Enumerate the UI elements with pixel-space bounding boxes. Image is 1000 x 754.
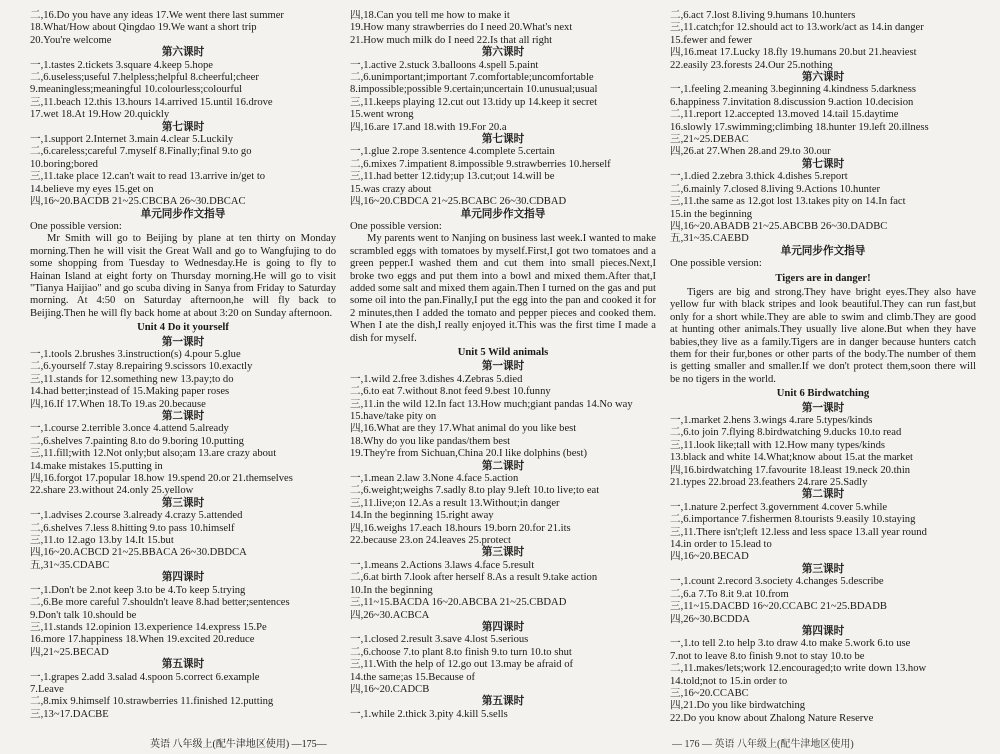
answer-line: 二,6.shelves 7.painting 8.to do 9.boring 10.putting <box>30 435 244 447</box>
answer-line: One possible version: <box>350 220 442 232</box>
lesson-heading: 单元同步作文指导 <box>780 245 866 257</box>
answer-line: 二,6.Be more careful 7.shouldn't leave 8.had better;sentences <box>30 597 290 609</box>
answer-line: 三,21~25.DEBAC <box>670 134 749 146</box>
answer-line: 14.told;not to 15.in order to <box>670 675 788 687</box>
answer-line: 二,6.a 7.To 8.it 9.at 10.from <box>670 588 789 600</box>
answer-line: 二,6.importance 7.fishermen 8.tourists 9.easily 10.staying <box>670 514 916 526</box>
answer-line: 19.How many strawberries do I need 20.What's next <box>350 22 573 34</box>
answer-line: 8.impossible;possible 9.certain;uncertain 10.unusual;usual <box>350 84 598 96</box>
answer-line: 四,16.are 17.and 18.with 19.For 20.a <box>350 121 507 133</box>
page-footer-left: 英语 八年级上(配牛津地区使用) —175— <box>150 738 327 750</box>
answer-line: 一,1.glue 2.rope 3.sentence 4.complete 5.certain <box>350 146 555 158</box>
answer-line: 一,1.advises 2.course 3.already 4.crazy 5.attended <box>30 510 243 522</box>
answer-line: 四,21.Do you like birdwatching <box>670 700 806 712</box>
lesson-heading: 第三课时 <box>481 547 525 559</box>
lesson-heading: 第六课时 <box>801 72 845 84</box>
answer-line: 10.In the beginning <box>350 584 433 596</box>
lesson-heading: 第二课时 <box>161 411 205 422</box>
lesson-heading: 第五课时 <box>161 659 205 671</box>
lesson-heading: 第七课时 <box>481 134 525 146</box>
answer-line: 三,11.take place 12.can't wait to read 13.arrive in/get to <box>30 171 266 183</box>
answer-line: 21.types 22.broad 23.feathers 24.rare 25.Sadly <box>670 477 868 489</box>
answer-line: 一,1.mean 2.law 3.None 4.face 5.action <box>350 473 519 485</box>
answer-line: 14.believe my eyes 15.get on <box>30 183 154 195</box>
answer-line: 一,1.died 2.zebra 3.thick 4.dishes 5.report <box>670 171 848 183</box>
answer-line: 四,16.If 17.When 18.To 19.as 20.because <box>30 398 206 410</box>
answer-line: 三,11~15.BACDA 16~20.ABCBA 21~25.CBDAD <box>350 597 567 609</box>
answer-line: 15.was crazy about <box>350 183 432 195</box>
answer-line: 一,1.active 2.stuck 3.balloons 4.spell 5.paint <box>350 59 539 71</box>
answer-line: 三,16~20.CCABC <box>670 687 749 699</box>
sample-essay: My parents went to Nanjing on business last week.I wanted to make scrambled eggs with tomatoes by myself.First,I got two tomatoes and a green pepper.I washed them and cut them into small pieces.Next,I broke two eggs and put them into a bowl and mixed them.After that,I added some salt and mixed them again.Then I turned on the gas and put some oil into the pan.Finally,I put the egg into the pan and cooked it for 2 minutes,then I added the tomato and pepper pieces and cooked them. When I ate the dish,I really enjoyed it.This was the first time I made a dish for myself. <box>350 233 656 344</box>
answer-line: 三,11.fill;with 12.Not only;but also;am 13.are crazy about <box>30 448 277 460</box>
answer-line: 三,13~17.DACBE <box>30 708 109 720</box>
answer-line: 一,1.means 2.Actions 3.laws 4.face 5.result <box>350 559 535 571</box>
answer-line: 一,1.closed 2.result 3.save 4.lost 5.serious <box>350 634 529 646</box>
answer-line: 三,11.There isn't;left 12.less and less space 13.all year round <box>670 526 927 538</box>
answer-line: 二,6.choose 7.to plant 8.to finish 9.to turn 10.to shut <box>350 646 572 658</box>
section-title: Tigers are in danger! <box>775 272 871 284</box>
answer-line: 三,11.catch;for 12.should act to 13.work/act as 14.in danger <box>670 22 924 34</box>
answer-line: 三,11.had better 12.tidy;up 13.cut;out 14.will be <box>350 171 555 183</box>
answer-line: 二,6.useless;useful 7.helpless;helpful 8.cheerful;cheer <box>30 72 259 84</box>
lesson-heading: 单元同步作文指导 <box>140 208 226 220</box>
answer-line: 二,6.shelves 7.less 8.hitting 9.to pass 10.himself <box>30 522 235 534</box>
answer-line: 15.in the beginning <box>670 208 753 220</box>
answer-line: 16.more 17.happiness 18.When 19.excited 20.reduce <box>30 634 255 646</box>
answer-line: 四,16~20.BACDB 21~25.CBCBA 26~30.DBCAC <box>30 196 246 208</box>
answer-line: 15.have/take pity on <box>350 411 437 422</box>
column-left <box>30 10 336 721</box>
answer-line: 15.fewer and fewer <box>670 34 753 46</box>
answer-line: 四,26.at 27.When 28.and 29.to 30.our <box>670 146 831 158</box>
answer-line: 四,16~20.CBDCA 21~25.BCABC 26~30.CDBAD <box>350 196 567 208</box>
answer-line: 二,6.unimportant;important 7.comfortable;uncomfortable <box>350 72 594 84</box>
answer-line: 四,16.forgot 17.popular 18.how 19.spend 20.or 21.themselves <box>30 473 293 485</box>
answer-line: 四,16~20.BECAD <box>670 551 749 563</box>
answer-line: 三,11~15.DACBD 16~20.CCABC 21~25.BDADB <box>670 601 887 613</box>
answer-line: 三,11.live;on 12.As a result 13.Without;in danger <box>350 497 560 509</box>
answer-line: 四,16~20.CADCB <box>350 683 430 695</box>
answer-line: 三,11.stands 12.opinion 13.experience 14.express 15.Pe <box>30 621 267 633</box>
answer-line: 17.wet 18.At 19.How 20.quickly <box>30 109 170 121</box>
answer-line: 四,16.What are they 17.What animal do you like best <box>350 423 577 435</box>
answer-line: 四,21~25.BECAD <box>30 646 109 658</box>
lesson-heading: 第四课时 <box>481 621 525 633</box>
answer-line: 14.had better;instead of 15.Making paper roses <box>30 386 230 398</box>
answer-line: 四,16~20.ABADB 21~25.ABCBB 26~30.DADBC <box>670 220 888 232</box>
answer-line: 15.went wrong <box>350 109 414 121</box>
sample-essay: Tigers are big and strong.They have bright eyes.They also have yellow fur with black stripes and look beautiful.They can run fast,but only for a short while.They are able to swim and climb.They are good at hunting other animals.They usually live alone.But when they have babies,they live as a family.Tigers are in danger because hunters catch them for their fur,bones or other parts of the body.The number of them is getting smaller and smaller.If we don't protect them,soon there will be no tigers in the world. <box>670 286 976 385</box>
answer-line: 一,1.market 2.hens 3.wings 4.rare 5.types/kinds <box>670 415 873 426</box>
answer-line: 四,26~30.ACBCA <box>350 609 430 621</box>
answer-line: 21.How much milk do I need 22.Is that all right <box>350 34 553 46</box>
lesson-heading: 第一课时 <box>801 402 845 414</box>
answer-line: 二,6.at birth 7.look after herself 8.As a result 9.take action <box>350 572 598 584</box>
lesson-heading: 第一课时 <box>161 336 205 348</box>
answer-line: 一,1.nature 2.perfect 3.government 4.cover 5.while <box>670 501 888 513</box>
answer-line: 7.Leave <box>30 683 64 695</box>
answer-line: 一,1.count 2.record 3.society 4.changes 5.describe <box>670 576 884 588</box>
answer-line: 二,6.to eat 7.without 8.not feed 9.best 10.funny <box>350 386 551 398</box>
answer-line: 18.What/How about Qingdao 19.We want a short trip <box>30 22 257 34</box>
answer-line: 22.Do you know about Zhalong Nature Reserve <box>670 712 874 724</box>
answer-line: 22.easily 23.forests 24.Our 25.nothing <box>670 59 833 71</box>
answer-line: 一,1.grapes 2.add 3.salad 4.spoon 5.correct 6.example <box>30 671 260 683</box>
answer-line: 一,1.Don't be 2.not keep 3.to be 4.To keep 5.trying <box>30 584 246 596</box>
answer-line: 三,11.stands for 12.something new 13.pay;to do <box>30 373 234 385</box>
answer-line: 16.slowly 17.swimming;climbing 18.hunter 19.left 20.illness <box>670 121 929 133</box>
answer-line: 22.because 23.on 24.leaves 25.protect <box>350 535 511 547</box>
answer-line: 三,11.the same as 12.got lost 13.takes pity on 14.In fact <box>670 196 906 208</box>
answer-line: 18.Why do you like pandas/them best <box>350 435 511 447</box>
lesson-heading: 第四课时 <box>801 625 845 637</box>
answer-line: 一,1.feeling 2.meaning 3.beginning 4.kindness 5.darkness <box>670 84 916 96</box>
answer-line: 三,11.beach 12.this 13.hours 14.arrived 15.until 16.drove <box>30 96 273 108</box>
answer-line: 一,1.to tell 2.to help 3.to draw 4.to make 5.work 6.to use <box>670 638 911 650</box>
section-title: Unit 4 Do it yourself <box>137 322 229 334</box>
answer-line: 二,6.to join 7.flying 8.birdwatching 9.ducks 10.to read <box>670 427 902 439</box>
answer-line: 三,11.in the wild 12.In fact 13.How much;giant pandas 14.No way <box>350 398 633 410</box>
lesson-heading: 第四课时 <box>161 572 205 584</box>
answer-line: 三,11.With the help of 12.go out 13.may be afraid of <box>350 659 574 671</box>
section-title: Unit 6 Birdwatching <box>776 388 870 400</box>
answer-line: 13.black and white 14.What;know about 15.at the market <box>670 452 913 464</box>
page-footer-right: — 176 — 英语 八年级上(配牛津地区使用) <box>672 738 854 750</box>
answer-line: 22.share 23.without 24.only 25.yellow <box>30 485 194 497</box>
lesson-heading: 单元同步作文指导 <box>460 208 546 220</box>
section-title: Unit 5 Wild animals <box>457 346 549 358</box>
answer-line: 四,18.Can you tell me how to make it <box>350 10 510 21</box>
answer-line: One possible version: <box>30 220 122 232</box>
answer-line: 10.boring;bored <box>30 158 98 170</box>
answer-line: 14.in order to 15.lead to <box>670 539 772 551</box>
lesson-heading: 第六课时 <box>481 47 525 59</box>
answer-line: 三,11.keeps playing 12.cut out 13.tidy up 14.keep it secret <box>350 96 598 108</box>
answer-line: 二,8.mix 9.himself 10.strawberries 11.finished 12.putting <box>30 696 274 708</box>
sample-essay: Mr Smith will go to Beijing by plane at ten thirty on Monday morning.Then he will visit the Great Wall and go to Wangfujing to do some shopping from Tuesday to Wednesday.He is going to fly to Hainan Island at eight forty on Thursday morning.He will go to visit "Tianya Haijiao" and go scuba diving in Sanya from Friday to Saturday morning. At 4:50 on Saturday afternoon,he will fly back to Beijing.Then he will fly back home at about 3:20 on Sunday afternoon. <box>30 233 336 319</box>
lesson-heading: 第七课时 <box>161 121 205 133</box>
answer-line: 14.make mistakes 15.putting in <box>30 460 163 472</box>
answer-line: 五,31~35.CDABC <box>30 559 110 571</box>
column-right <box>670 10 976 725</box>
lesson-heading: 第六课时 <box>161 47 205 59</box>
answer-line: 二,16.Do you have any ideas 17.We went there last summer <box>30 10 284 21</box>
answer-line: 四,16.meat 17.Lucky 18.fly 19.humans 20.but 21.heaviest <box>670 47 917 59</box>
answer-line: 一,1.wild 2.free 3.dishes 4.Zebras 5.died <box>350 373 523 385</box>
answer-line: 三,11.look like;tall with 12.How many types/kinds <box>670 439 885 451</box>
answer-line: 一,1.while 2.thick 3.pity 4.kill 5.sells <box>350 708 508 720</box>
answer-line: 二,11.report 12.accepted 13.moved 14.tail 15.daytime <box>670 109 899 121</box>
answer-line: 二,6.mixes 7.impatient 8.impossible 9.strawberries 10.herself <box>350 158 611 170</box>
answer-line: 9.Don't talk 10.should be <box>30 609 137 621</box>
answer-line: 7.not to leave 8.to finish 9.not to stay 10.to be <box>670 650 865 662</box>
answer-line: 一,1.course 2.terrible 3.once 4.attend 5.already <box>30 423 229 435</box>
answer-line: 二,6.act 7.lost 8.living 9.humans 10.hunters <box>670 10 856 21</box>
answer-line: 一,1.support 2.Internet 3.main 4.clear 5.Luckily <box>30 134 233 146</box>
lesson-heading: 第五课时 <box>481 696 525 708</box>
answer-line: 二,6.yourself 7.stay 8.repairing 9.scissors 10.exactly <box>30 361 253 373</box>
answer-line: 14.the same;as 15.Because of <box>350 671 476 683</box>
lesson-heading: 第三课时 <box>801 563 845 575</box>
lesson-heading: 第一课时 <box>481 361 525 373</box>
answer-line: 五,31~35.CAEBD <box>670 233 749 245</box>
answer-line: 三,11.to 12.ago 13.by 14.It 15.but <box>30 535 174 547</box>
answer-line: 一,1.tools 2.brushes 3.instruction(s) 4.pour 5.glue <box>30 348 241 360</box>
answer-line: 9.meaningless;meaningful 10.colourless;colourful <box>30 84 243 96</box>
answer-line: 一,1.tastes 2.tickets 3.square 4.keep 5.hope <box>30 59 213 71</box>
answer-line: One possible version: <box>670 258 762 270</box>
column-middle <box>350 10 656 721</box>
answer-line: 20.You're welcome <box>30 34 112 46</box>
answer-line: 二,11.makes/lets;work 12.encouraged;to write down 13.how <box>670 663 927 675</box>
answer-line: 6.happiness 7.invitation 8.discussion 9.action 10.decision <box>670 96 914 108</box>
lesson-heading: 第二课时 <box>481 460 525 472</box>
answer-line: 19.They're from Sichuan,China 20.I like dolphins (best) <box>350 448 587 460</box>
answer-line: 四,16.weighs 17.each 18.hours 19.born 20.for 21.its <box>350 522 571 534</box>
answer-line: 四,16.birdwatching 17.favourite 18.least 19.neck 20.thin <box>670 464 911 476</box>
lesson-heading: 第三课时 <box>161 497 205 509</box>
answer-line: 二,6.careless;careful 7.myself 8.Finally;final 9.to go <box>30 146 252 158</box>
answer-line: 二,6.mainly 7.closed 8.living 9.Actions 10.hunter <box>670 183 881 195</box>
answer-line: 二,6.weight;weighs 7.sadly 8.to play 9.left 10.to live;to eat <box>350 485 600 497</box>
answer-line: 14.In the beginning 15.right away <box>350 510 494 522</box>
answer-line: 四,16~20.ACBCD 21~25.BBACA 26~30.DBDCA <box>30 547 247 559</box>
lesson-heading: 第七课时 <box>801 158 845 170</box>
answer-line: 四,26~30.BCDDA <box>670 613 750 625</box>
lesson-heading: 第二课时 <box>801 489 845 501</box>
